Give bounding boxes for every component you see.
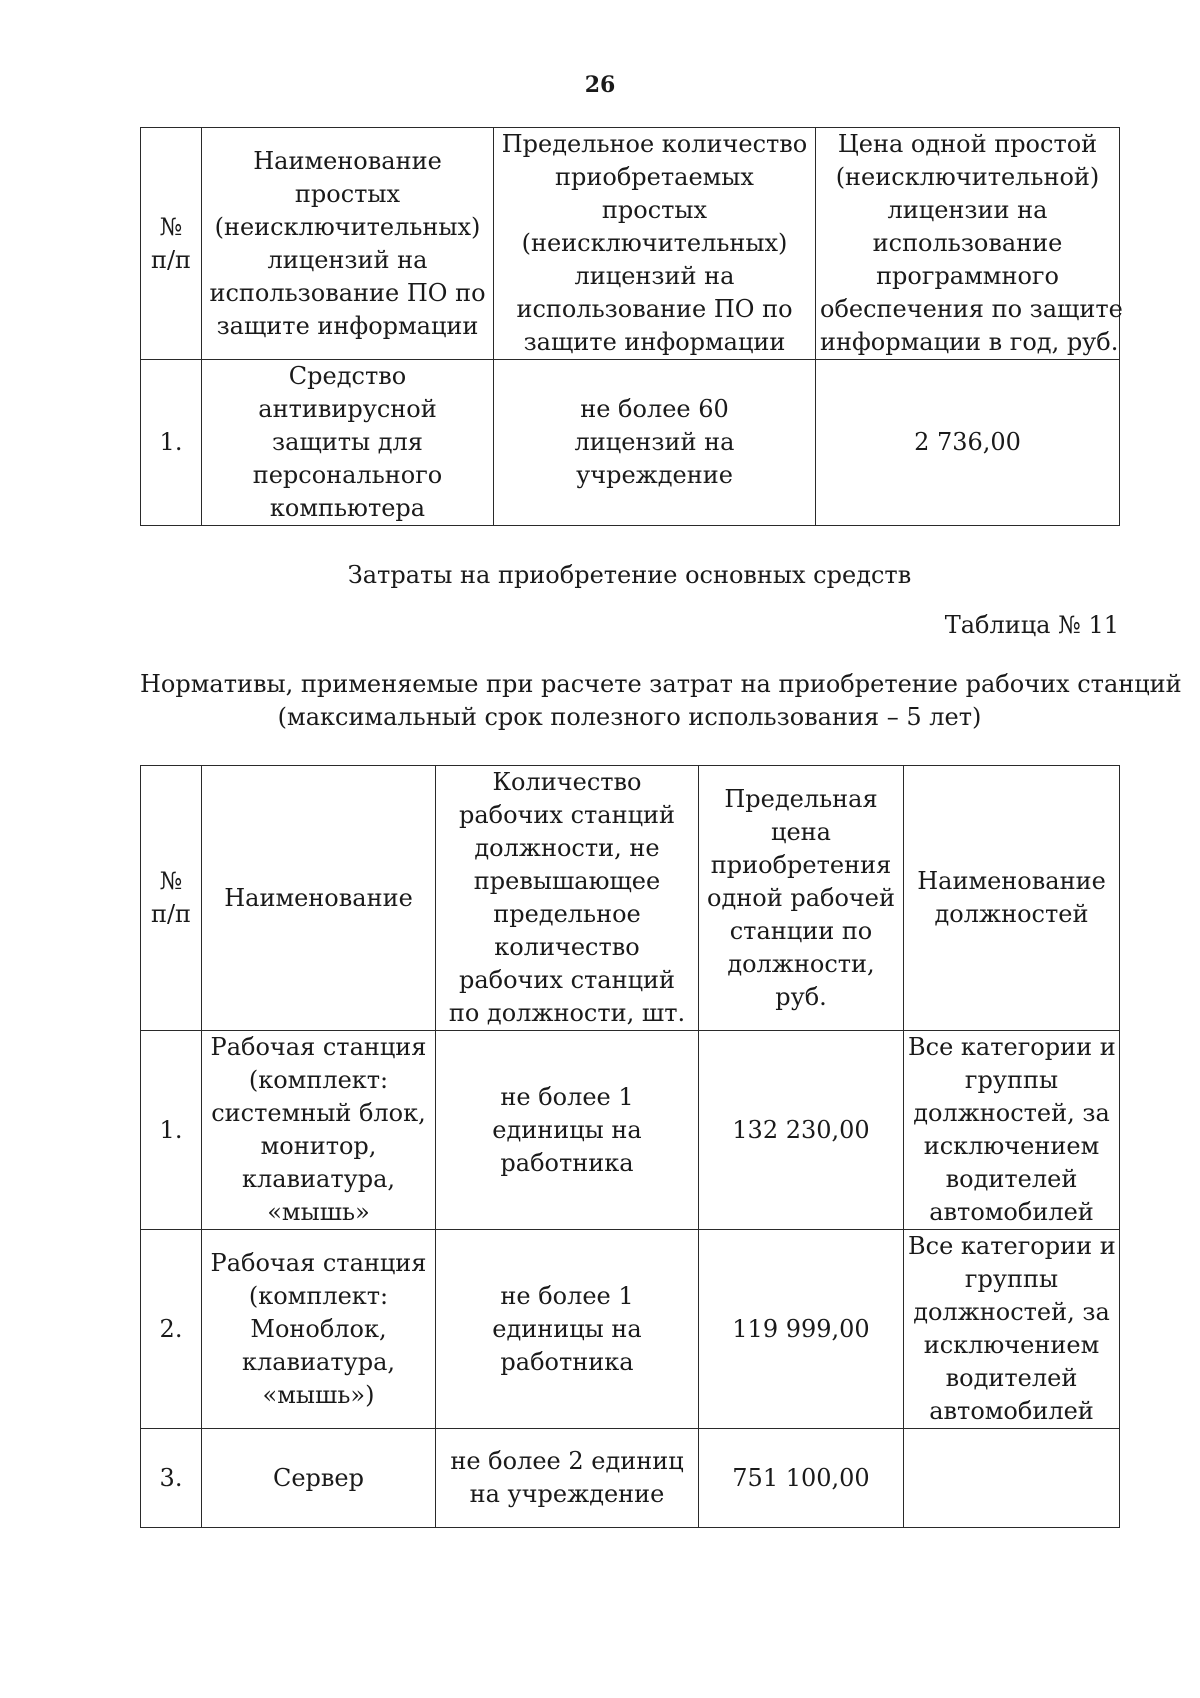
section-heading: Затраты на приобретение основных средств (347, 561, 912, 589)
workstations-table (140, 765, 1120, 1528)
cell-quantity (436, 1429, 699, 1528)
header-cell-num (141, 766, 202, 1031)
cell-line: на учреждение (469, 1480, 665, 1508)
cell-name (202, 1230, 436, 1429)
cell-line: Цена одной простой (837, 130, 1098, 158)
cell-price (816, 360, 1120, 526)
cell-name (202, 1429, 436, 1528)
cell-line: рабочих станций (458, 801, 676, 829)
cell-line: № (159, 867, 183, 895)
header-cell-price (699, 766, 904, 1031)
cell-quantity (436, 1031, 699, 1230)
cell-line: цена (771, 817, 831, 846)
cell-line: приобретения (710, 850, 892, 879)
table-title-line: Нормативы, применяемые при расчете затрат на приобретение рабочих станций (140, 670, 1182, 698)
table-title (140, 668, 1182, 734)
table-row (141, 1031, 1120, 1230)
cell-line: Рабочая станция (210, 1033, 427, 1061)
cell-line: (комплект: (248, 1066, 389, 1094)
cell-line: № (159, 212, 183, 241)
cell-name (202, 1031, 436, 1230)
header-cell-quantity (436, 766, 699, 1031)
cell-price (699, 1230, 904, 1429)
table-title-line: (максимальный срок полезного использования – 5 лет) (277, 703, 982, 731)
cell-line: (неисключительных) (521, 229, 788, 257)
cell-line: должностей, за (913, 1298, 1110, 1326)
header-cell-num (141, 128, 202, 360)
cell-line: работника (500, 1347, 634, 1376)
table-header-row (141, 766, 1120, 1031)
cell-line: монитор, (260, 1132, 377, 1160)
cell-line: лицензий на (574, 428, 735, 456)
cell-line: системный блок, (211, 1099, 426, 1127)
cell-line: п/п (150, 900, 192, 928)
cell-line: водителей (945, 1364, 1078, 1392)
cell-num (141, 1031, 202, 1230)
cell-line: антивирусной (258, 395, 437, 423)
cell-line: Количество (492, 768, 642, 796)
cell-quantity (494, 360, 816, 526)
cell-line: Все категории и (908, 1232, 1116, 1260)
cell-line: руб. (775, 982, 827, 1011)
cell-line: автомобилей (929, 1397, 1094, 1425)
cell-line: 132 230,00 (732, 1115, 870, 1144)
cell-line: не более 1 (500, 1082, 634, 1111)
cell-positions (904, 1429, 1120, 1528)
cell-line: работника (500, 1148, 634, 1177)
cell-price (699, 1429, 904, 1528)
cell-line: одной рабочей (707, 883, 895, 912)
cell-line: 119 999,00 (732, 1314, 870, 1343)
cell-line: должности, (727, 949, 875, 978)
cell-price (699, 1031, 904, 1230)
cell-positions (904, 1230, 1120, 1429)
cell-line: (неисключительных) (214, 212, 481, 241)
cell-line: использование ПО по (516, 295, 793, 323)
cell-line: количество (494, 933, 640, 961)
cell-line: превышающее (473, 867, 661, 895)
cell-line: 1. (159, 1115, 183, 1144)
cell-line: предельное (493, 900, 641, 928)
cell-line: лицензий на (574, 262, 735, 290)
header-cell-name (202, 128, 494, 360)
cell-line: группы (964, 1066, 1059, 1094)
cell-line: 751 100,00 (732, 1463, 870, 1492)
cell-line: Моноблок, (250, 1314, 387, 1343)
cell-name (202, 360, 494, 526)
cell-line: использование ПО по (209, 278, 486, 307)
cell-line: 2 736,00 (914, 428, 1021, 456)
cell-line: 1. (159, 428, 183, 456)
cell-line: клавиатура, (241, 1347, 396, 1376)
cell-line: исключением (923, 1132, 1100, 1160)
cell-line: Предельное количество (501, 130, 808, 158)
cell-line: п/п (150, 245, 192, 274)
cell-line: не более 60 (580, 395, 729, 423)
cell-line: должностей (934, 900, 1089, 928)
cell-line: защите информации (216, 311, 479, 340)
header-cell-name (202, 766, 436, 1031)
cell-line: единицы на (492, 1314, 642, 1343)
cell-line: информации в год, руб. (820, 328, 1119, 356)
cell-line: Наименование (224, 883, 413, 912)
cell-line: лицензий на (267, 245, 428, 274)
cell-line: компьютера (269, 494, 426, 522)
header-cell-positions (904, 766, 1120, 1031)
cell-line: клавиатура, (241, 1165, 396, 1193)
cell-line: исключением (923, 1331, 1100, 1359)
table-label: Таблица № 11 (944, 611, 1119, 639)
cell-line: Все категории и (908, 1033, 1116, 1061)
header-cell-quantity (494, 128, 816, 360)
cell-line: по должности, шт. (448, 999, 686, 1027)
cell-line: 2. (159, 1314, 183, 1343)
cell-line: «мышь» (267, 1198, 370, 1226)
cell-line: простых (294, 179, 401, 208)
software-licenses-table (140, 127, 1123, 526)
cell-line: Рабочая станция (210, 1248, 427, 1277)
cell-line: станции по (729, 916, 873, 945)
cell-line: «мышь») (262, 1380, 375, 1409)
cell-num (141, 1429, 202, 1528)
cell-line: автомобилей (929, 1198, 1094, 1226)
cell-line: использование (872, 229, 1063, 257)
cell-line: лицензии на (887, 196, 1048, 224)
cell-line: группы (964, 1265, 1059, 1293)
cell-line: водителей (945, 1165, 1078, 1193)
header-cell-price (816, 128, 1123, 360)
table-row (141, 1230, 1120, 1429)
cell-line: Сервер (272, 1463, 364, 1492)
cell-line: защиты для (272, 428, 423, 456)
table-row (141, 360, 1120, 526)
cell-line: рабочих станций (458, 966, 676, 994)
cell-line: (комплект: (248, 1281, 389, 1310)
cell-line: приобретаемых (555, 163, 754, 191)
cell-line: Средство (288, 362, 407, 390)
cell-line: Предельная (724, 784, 878, 813)
cell-line: (неисключительной) (835, 163, 1100, 191)
cell-line: учреждение (576, 461, 733, 489)
cell-line: 3. (159, 1463, 183, 1492)
table-row (141, 1429, 1120, 1528)
page-number: 26 (584, 72, 616, 98)
cell-line: Наименование (253, 146, 442, 175)
cell-positions (904, 1031, 1120, 1230)
cell-line: должности, не (474, 834, 660, 862)
cell-num (141, 1230, 202, 1429)
cell-line: не более 1 (500, 1281, 634, 1310)
cell-line: должностей, за (913, 1099, 1110, 1127)
cell-line: единицы на (492, 1115, 642, 1144)
cell-line: обеспечения по защите (820, 295, 1123, 323)
cell-line: простых (601, 196, 708, 224)
table-header-row (141, 128, 1120, 360)
cell-quantity (436, 1230, 699, 1429)
cell-line: программного (876, 262, 1059, 290)
cell-num (141, 360, 202, 526)
cell-line: не более 2 единиц (450, 1447, 684, 1475)
cell-line: защите информации (523, 328, 786, 356)
cell-line: Наименование (917, 867, 1106, 895)
cell-line: персонального (252, 461, 443, 489)
